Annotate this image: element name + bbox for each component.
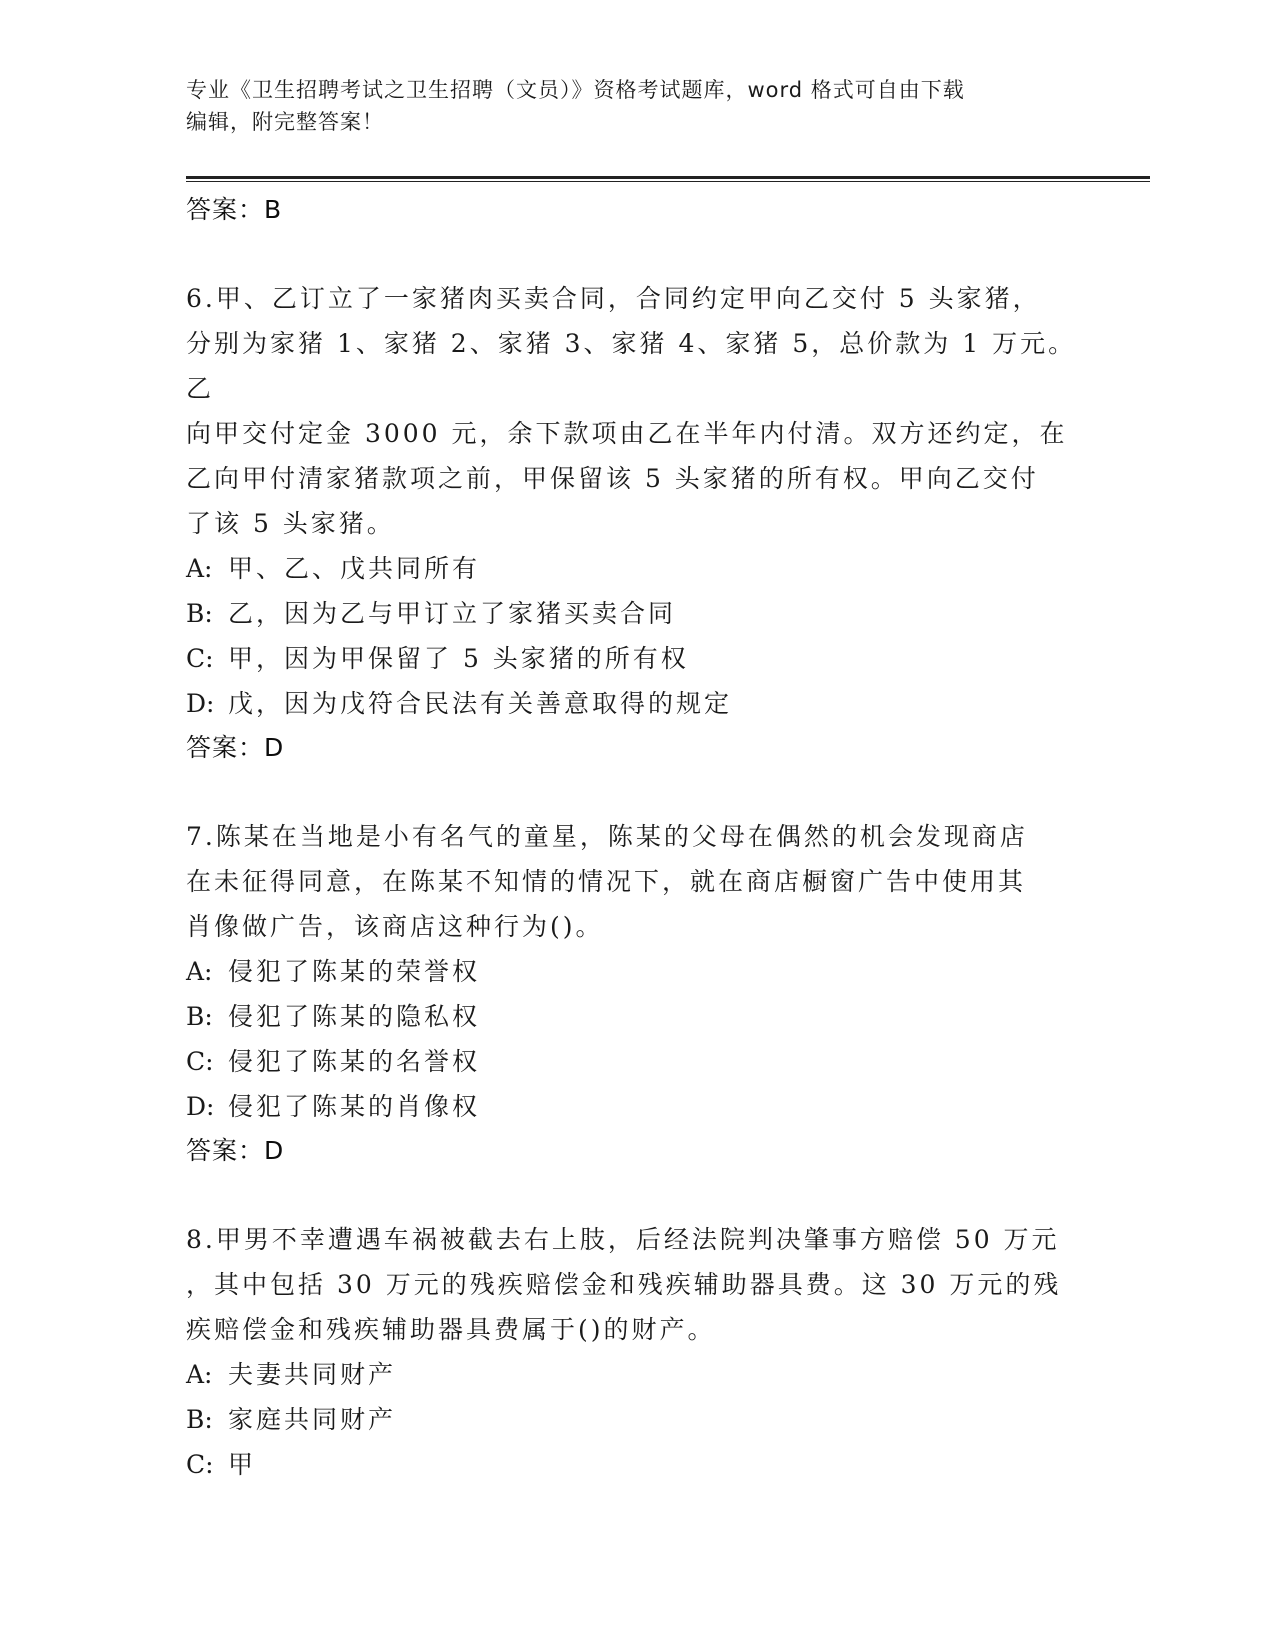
option-text: 夫妻共同财产 xyxy=(228,1360,397,1389)
question-8 xyxy=(186,1217,1086,1487)
option-letter: C: xyxy=(186,1047,214,1076)
option-text: 侵犯了陈某的隐私权 xyxy=(228,1002,481,1031)
option-text: 甲，因为甲保留了 5 头家猪的所有权 xyxy=(228,644,689,673)
question-stem xyxy=(186,276,1086,546)
option-c xyxy=(186,1442,1086,1487)
option-letter: A: xyxy=(186,957,213,986)
stem-line: 分别为家猪 1、家猪 2、家猪 3、家猪 4、家猪 5，总价款为 1 万元。乙 xyxy=(186,329,1077,403)
option-letter: D: xyxy=(186,689,215,718)
previous-answer: 答案：B xyxy=(186,195,283,224)
answer-line: 答案：D xyxy=(186,733,285,762)
stem-line: 6.甲、乙订立了一家猪肉买卖合同，合同约定甲向乙交付 5 头家猪， xyxy=(186,284,1041,313)
option-c xyxy=(186,636,1086,681)
option-letter: A: xyxy=(186,1360,213,1389)
option-text: 乙，因为乙与甲订立了家猪买卖合同 xyxy=(228,599,677,628)
stem-line: ，其中包括 30 万元的残疾赔偿金和残疾辅助器具费。这 30 万元的残 xyxy=(186,1270,1062,1299)
stem-line: 疾赔偿金和残疾辅助器具费属于()的财产。 xyxy=(186,1315,716,1344)
question-stem xyxy=(186,1217,1086,1352)
question-7 xyxy=(186,814,1086,1173)
option-d xyxy=(186,681,1086,726)
document-body xyxy=(186,188,1086,1487)
option-text: 甲、乙、戊共同所有 xyxy=(228,554,481,583)
option-text: 侵犯了陈某的名誉权 xyxy=(228,1047,481,1076)
document-header xyxy=(186,74,1086,138)
option-text: 侵犯了陈某的荣誉权 xyxy=(228,957,481,986)
option-text: 家庭共同财产 xyxy=(228,1405,397,1434)
stem-line: 肖像做广告，该商店这种行为()。 xyxy=(186,912,604,941)
option-text: 甲 xyxy=(228,1450,257,1479)
stem-line: 了该 5 头家猪。 xyxy=(186,509,395,538)
option-a xyxy=(186,949,1086,994)
stem-line: 向甲交付定金 3000 元，余下款项由乙在半年内付清。双方还约定，在 xyxy=(186,419,1068,448)
option-d xyxy=(186,1084,1086,1129)
option-text: 戊，因为戊符合民法有关善意取得的规定 xyxy=(228,689,733,718)
option-letter: D: xyxy=(186,1092,215,1121)
option-text: 侵犯了陈某的肖像权 xyxy=(228,1092,481,1121)
stem-line: 7.陈某在当地是小有名气的童星，陈某的父母在偶然的机会发现商店 xyxy=(186,822,1028,851)
option-letter: C: xyxy=(186,1450,214,1479)
header-line-2: 编辑，附完整答案！ xyxy=(186,110,384,134)
question-stem xyxy=(186,814,1086,949)
option-letter: A: xyxy=(186,554,213,583)
header-rule-thick xyxy=(186,176,1150,179)
option-a xyxy=(186,1352,1086,1397)
stem-line: 在未征得同意，在陈某不知情的情况下，就在商店橱窗广告中使用其 xyxy=(186,867,1027,896)
header-rule-thin xyxy=(186,181,1150,182)
option-letter: B: xyxy=(186,1002,213,1031)
stem-line: 8.甲男不幸遭遇车祸被截去右上肢，后经法院判决肇事方赔偿 50 万元 xyxy=(186,1225,1060,1254)
option-letter: B: xyxy=(186,599,213,628)
option-c xyxy=(186,1039,1086,1084)
option-a xyxy=(186,546,1086,591)
option-b xyxy=(186,1397,1086,1442)
header-line-1: 专业《卫生招聘考试之卫生招聘（文员）》资格考试题库，word 格式可自由下载 xyxy=(186,78,965,102)
option-letter: B: xyxy=(186,1405,213,1434)
option-b xyxy=(186,591,1086,636)
answer-line: 答案：D xyxy=(186,1136,285,1165)
option-b xyxy=(186,994,1086,1039)
stem-line: 乙向甲付清家猪款项之前，甲保留该 5 头家猪的所有权。甲向乙交付 xyxy=(186,464,1039,493)
option-letter: C: xyxy=(186,644,214,673)
question-6 xyxy=(186,276,1086,770)
